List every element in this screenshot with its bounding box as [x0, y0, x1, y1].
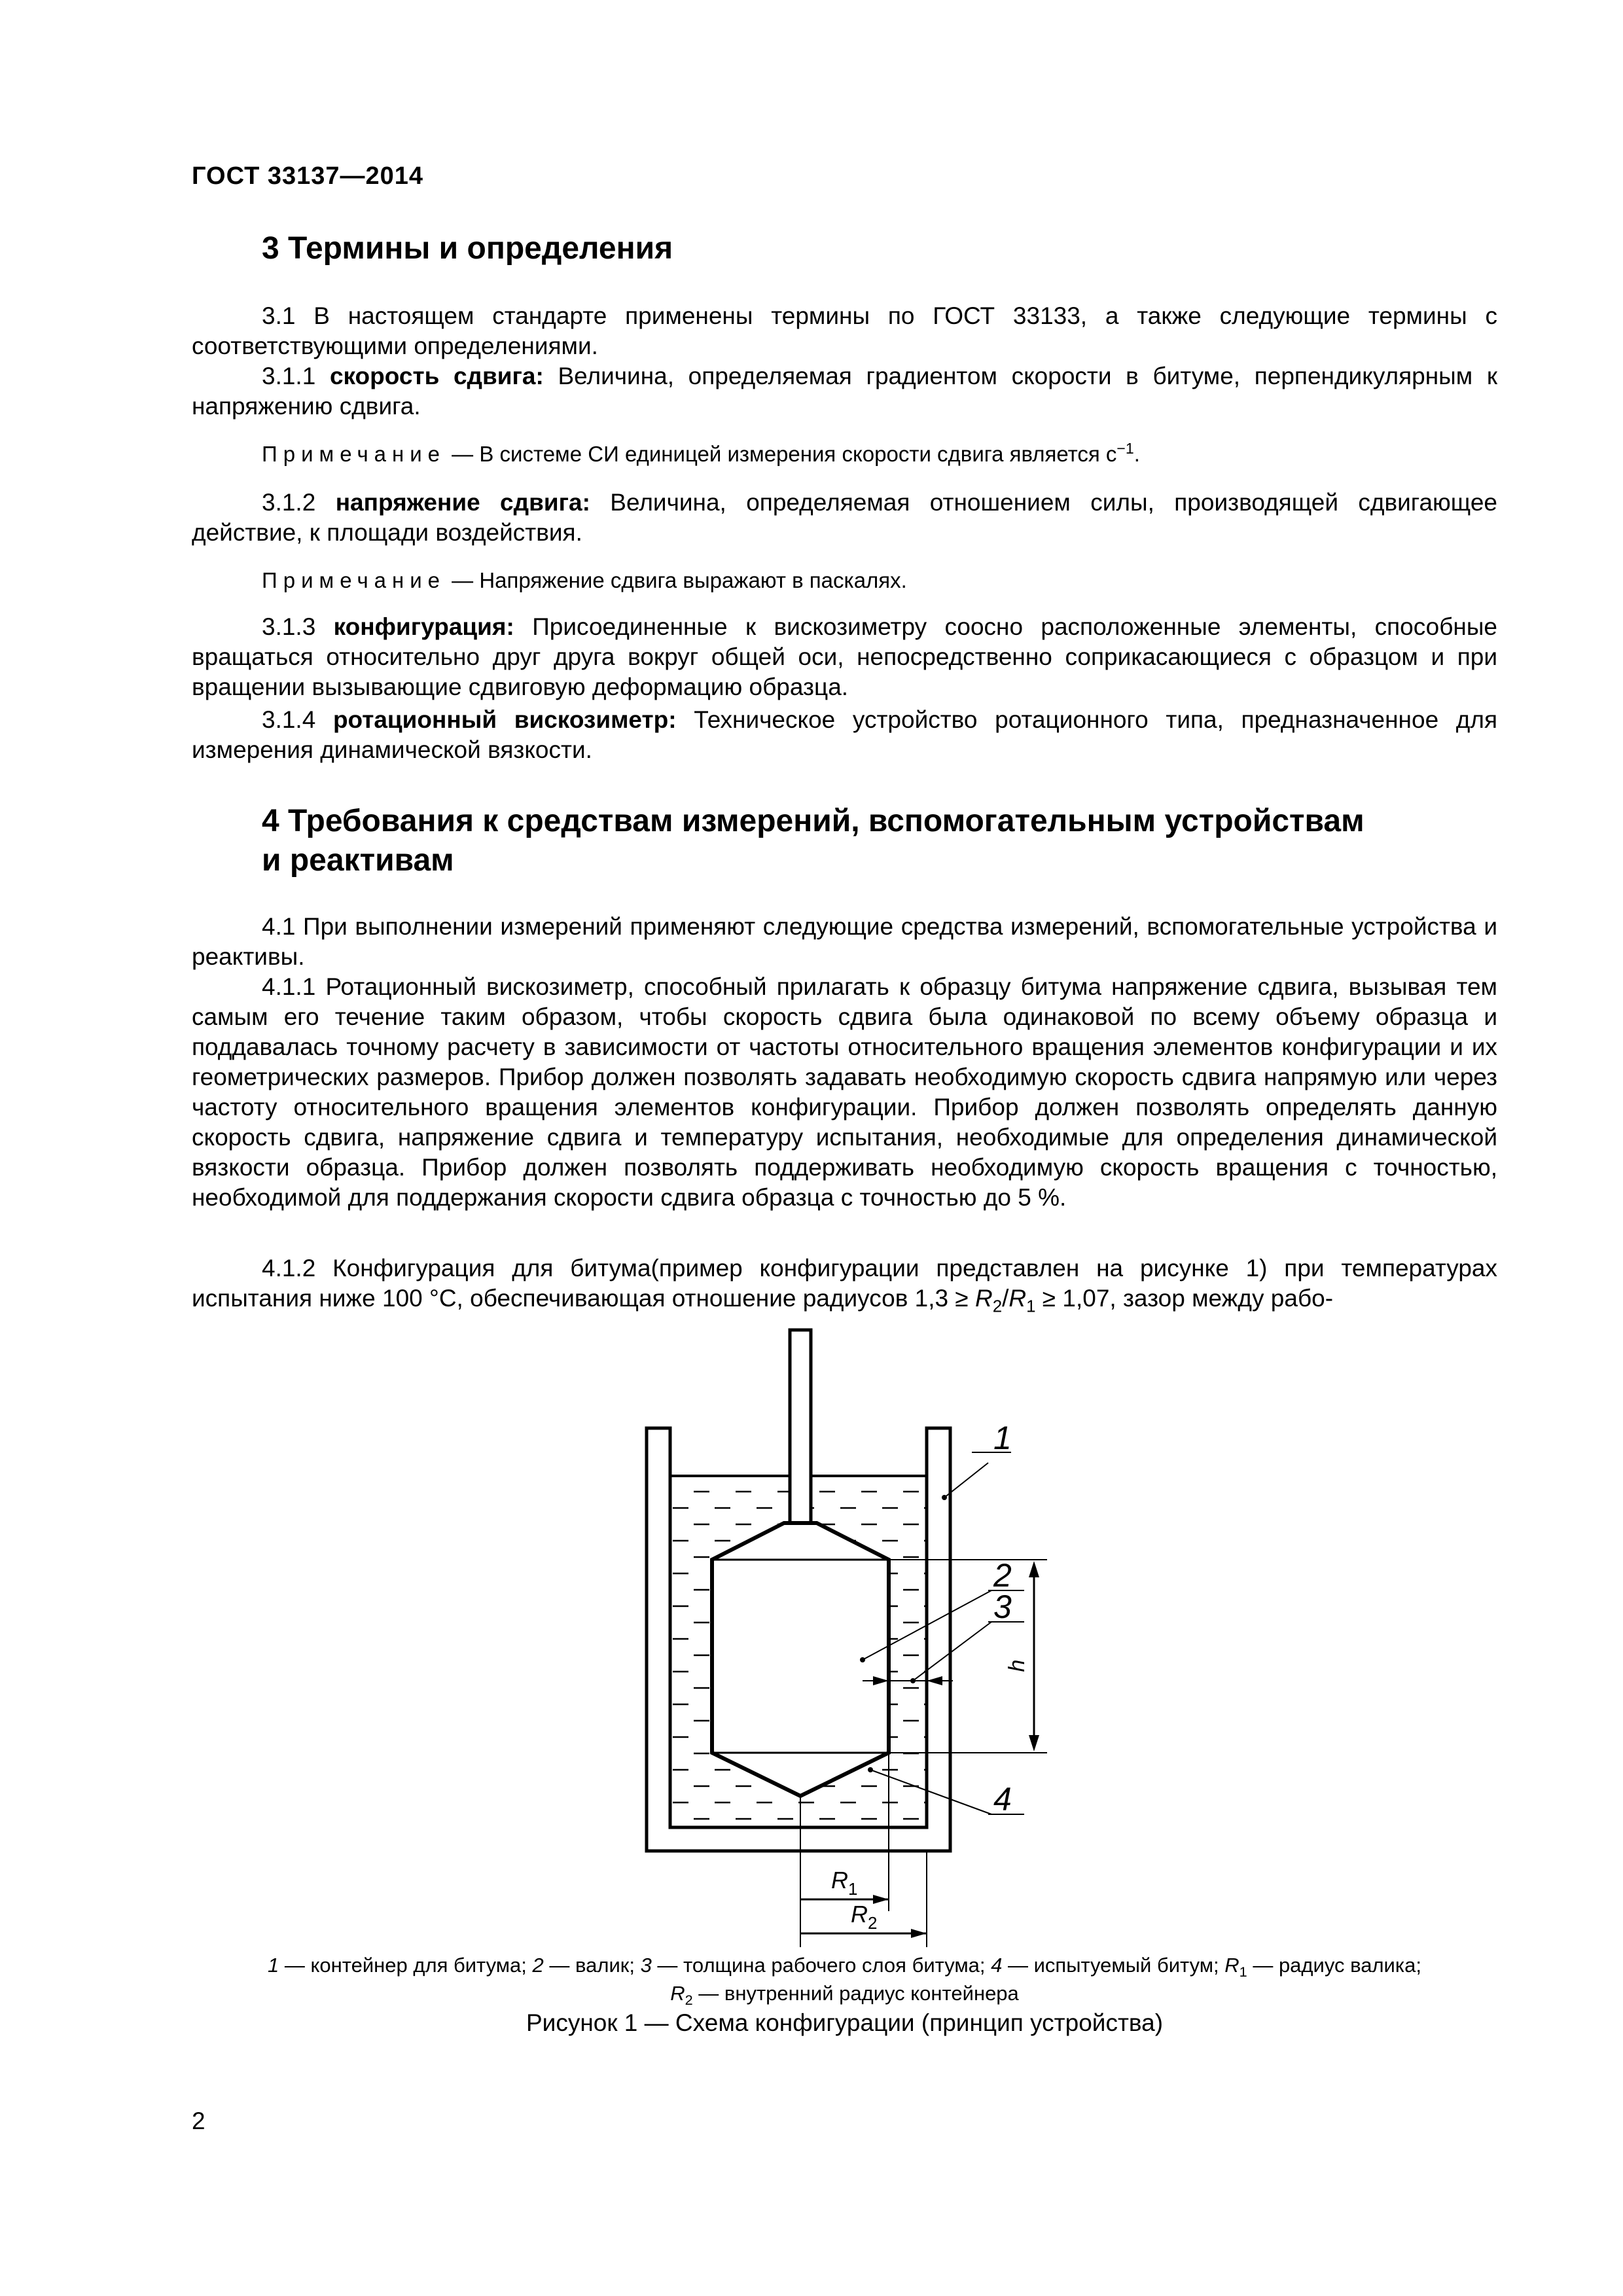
- leader-1-dot: [942, 1495, 947, 1500]
- legend-symbol: R: [670, 1982, 685, 2005]
- note-text: — Напряжение сдвига выражают в паскалях.: [446, 568, 907, 592]
- definition: Величина, определяемая градиентом скорости в битуме, перпендикулярным к напряжению сдвига.: [192, 363, 1498, 420]
- term: скорость сдвига:: [329, 363, 544, 389]
- figure-title: Рисунок 1 — Схема конфигурации (принцип устройства): [526, 2009, 1164, 2036]
- page-number: 2: [192, 2108, 205, 2134]
- legend-symbol: R: [1224, 1954, 1240, 1977]
- legend-number: 3: [640, 1954, 652, 1977]
- symbol-r2: R: [974, 1285, 993, 1312]
- definition: Присоединенные к вискозиметру соосно расположенные элементы, способные вращаться относительно друг друга вокруг общей оси, непосредственно соприкасающиеся с образцом и при вращении вызывающие сдвиговую деформацию образца.: [192, 613, 1498, 700]
- text-part: ≥ 1,07, зазор между рабо-: [1035, 1285, 1334, 1312]
- spindle-shaft: [790, 1330, 811, 1523]
- term: напряжение сдвига:: [335, 489, 590, 516]
- label-h: h: [1005, 1659, 1029, 1672]
- legend-text: — радиус валика;: [1247, 1954, 1421, 1977]
- legend-subscript: 1: [1239, 1964, 1247, 1981]
- label-r2-subscript: 2: [868, 1913, 878, 1933]
- arrow-head: [873, 1895, 889, 1904]
- label-1: 1: [993, 1420, 1012, 1456]
- note-label: Примечание: [262, 442, 446, 466]
- clause-number: 3.1.3: [262, 613, 316, 640]
- label-4: 4: [993, 1781, 1012, 1818]
- arrow-head: [911, 1929, 927, 1938]
- leader-2-dot: [860, 1657, 865, 1662]
- definition: Величина, определяемая отношением силы, производящей сдвигающее действие, к площади воздействия.: [192, 489, 1497, 546]
- label-r2: [851, 1901, 877, 1933]
- legend-subscript: 2: [685, 1992, 693, 2009]
- leader-3-dot: [910, 1678, 916, 1683]
- paragraph-4-1: 4.1 При выполнении измерений применяют следующие средства измерений, вспомогательные устройства и реактивы.: [192, 913, 1497, 970]
- leader-4-dot: [868, 1767, 873, 1772]
- arrow-head: [1029, 1561, 1039, 1577]
- label-2: 2: [993, 1557, 1012, 1594]
- legend-text: — толщина рабочего слоя битума;: [651, 1954, 991, 1977]
- label-r1: [831, 1867, 857, 1899]
- label-3: 3: [993, 1588, 1012, 1625]
- legend-number: 1: [268, 1954, 279, 1977]
- note-end: .: [1133, 442, 1140, 466]
- clause-number: 3.1.1: [262, 363, 316, 389]
- label-r2-symbol: R: [851, 1901, 868, 1928]
- legend-text: — контейнер для битума;: [279, 1954, 533, 1977]
- symbol-r1: R: [1008, 1285, 1027, 1312]
- legend-text: — испытуемый битум;: [1002, 1954, 1225, 1977]
- label-r1-subscript: 1: [848, 1879, 858, 1899]
- note-superscript: −1: [1116, 440, 1134, 457]
- legend-number: 2: [532, 1954, 544, 1977]
- text-part: 4.1.2 Конфигурация для битума(пример конфигурации представлен на рисунке 1) при температурах испытания ниже 100 °С, обеспечивающая отношение радиусов 1,3 ≥: [192, 1255, 1497, 1312]
- arrow-head: [1029, 1735, 1039, 1751]
- clause-number: 3.1.2: [262, 489, 316, 516]
- note-label: Примечание: [262, 568, 446, 592]
- definition: Техническое устройство ротационного типа, предназначенное для измерения динамической вязкости.: [192, 706, 1498, 763]
- section-3-title: 3 Термины и определения: [262, 231, 673, 266]
- section-4-title-line-1: 4 Требования к средствам измерений, вспомогательным устройствам: [262, 804, 1364, 838]
- figure-legend-line-2: [192, 1980, 1497, 2007]
- text-part: /: [1002, 1285, 1009, 1312]
- legend-text: — внутренний радиус контейнера: [692, 1982, 1019, 2005]
- label-r1-symbol: R: [831, 1867, 848, 1893]
- subscript: 2: [992, 1297, 1003, 1316]
- paragraph-4-1-1: 4.1.1 Ротационный вискозиметр, способный прилагать к образцу битума напряжение сдвига, вызывая тем самым его течение таким образом, чтобы скорость сдвига была одинаковой по всему объему образца и поддавалась точному расчету в зависимости от частоты относительного вращения элементов конфигурации и их геометрических размеров. Прибор должен позволять задавать необходимую скорость сдвига напрямую или через частоту относительного вращения элементов конфигурации. Прибор должен позволять определять данную скорость сдвига, напряжение сдвига и температуру испытания, необходимые для определения динамической вязкости образца. Прибор должен позволять поддерживать необходимую скорость вращения с точностью, необходимой для поддержания скорости сдвига образца с точностью до 5 %.: [192, 973, 1497, 1211]
- clause-number: 3.1.4: [262, 706, 316, 733]
- legend-number: 4: [991, 1954, 1003, 1977]
- paragraph-3-1: 3.1 В настоящем стандарте применены термины по ГОСТ 33133, а также следующие термины с соответствующими определениями.: [192, 302, 1497, 359]
- legend-text: — валик;: [543, 1954, 641, 1977]
- document-header: ГОСТ 33137—2014: [192, 162, 424, 190]
- figure-legend-line-1: [192, 1952, 1497, 1979]
- term: ротационный вискозиметр:: [332, 706, 677, 733]
- term: конфигурация:: [333, 613, 514, 640]
- section-4-title-line-2: и реактивам: [262, 843, 454, 878]
- note-text: — В системе СИ единицей измерения скорости сдвига является с: [446, 442, 1117, 466]
- subscript: 1: [1026, 1297, 1036, 1316]
